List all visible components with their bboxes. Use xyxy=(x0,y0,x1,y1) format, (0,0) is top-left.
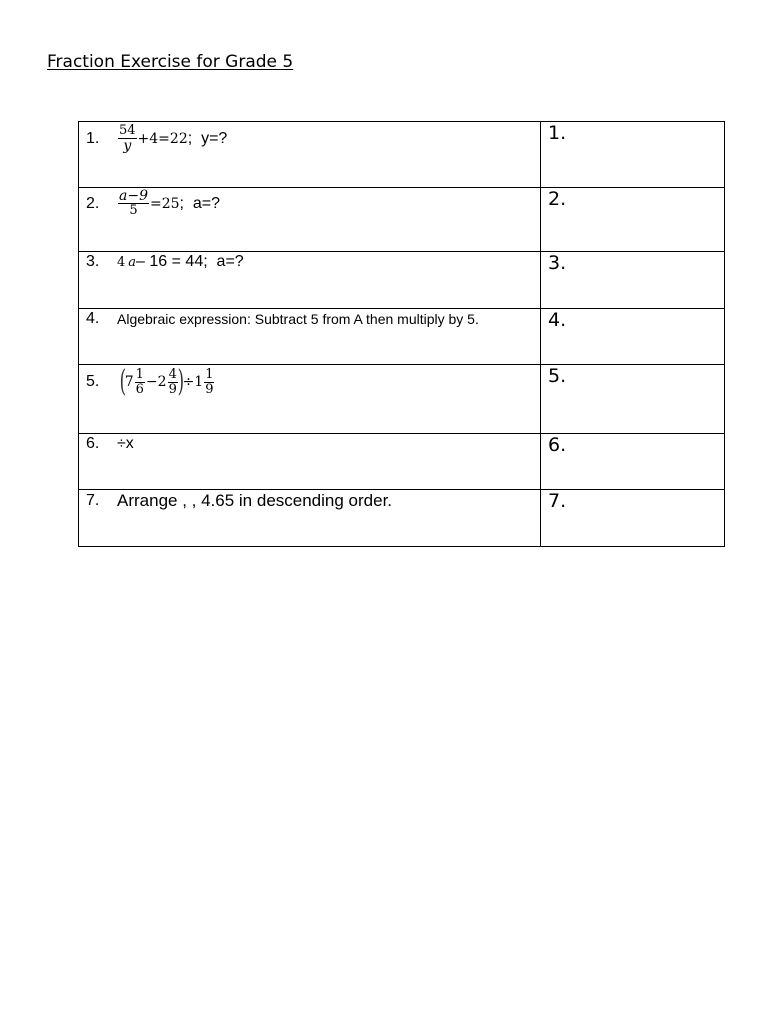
question-row-6 xyxy=(79,434,725,490)
question-number: 2. xyxy=(86,194,100,212)
fraction-numerator: 54 xyxy=(119,123,136,138)
question-text: Arrange , , 4.65 in descending order. xyxy=(117,491,393,510)
fraction-numerator: a−9 xyxy=(119,188,148,204)
right-parenthesis: ) xyxy=(177,364,184,399)
fraction-denominator: 9 xyxy=(168,381,177,397)
math-expression: =25 xyxy=(149,195,180,212)
math-operator: ÷1 xyxy=(182,374,204,390)
fraction-denominator: y xyxy=(123,138,132,154)
exercise-table xyxy=(78,121,725,547)
math-expression: +4=22 xyxy=(137,130,188,147)
question-row-3 xyxy=(79,252,725,309)
math-operator: −2 xyxy=(145,374,167,390)
question-number: 3. xyxy=(86,253,100,270)
fraction-denominator: 5 xyxy=(129,203,138,218)
fraction-numerator: 4 xyxy=(168,366,177,382)
math-coefficient: 4 xyxy=(117,254,126,270)
question-cell-5 xyxy=(79,365,541,434)
page-title: Fraction Exercise for Grade 5 xyxy=(47,52,294,72)
question-cell-1 xyxy=(79,122,541,188)
question-number: 5. xyxy=(86,373,100,390)
fraction-denominator: 6 xyxy=(135,381,144,397)
answer-cell-4[interactable] xyxy=(541,309,725,365)
whole-number: 7 xyxy=(124,374,134,390)
answer-number: 5. xyxy=(548,365,567,387)
question-cell-7 xyxy=(79,490,541,547)
question-row-4 xyxy=(79,309,725,365)
left-parenthesis: ( xyxy=(119,364,127,399)
question-text: ; y=? xyxy=(187,129,228,147)
fraction-numerator: 1 xyxy=(205,366,214,382)
question-number: 4. xyxy=(86,310,100,327)
question-cell-4 xyxy=(79,309,541,365)
question-cell-2 xyxy=(79,188,541,252)
question-row-1 xyxy=(79,122,725,188)
math-variable: a xyxy=(128,254,137,270)
answer-number: 1. xyxy=(548,122,567,144)
fraction xyxy=(135,368,145,397)
question-text: Algebraic expression: Subtract 5 from A then multiply by 5. xyxy=(117,311,479,327)
fraction-denominator: 9 xyxy=(205,381,214,397)
question-cell-6 xyxy=(79,434,541,490)
fraction-numerator: 1 xyxy=(135,366,144,382)
answer-number: 6. xyxy=(548,434,567,456)
question-text: – 16 = 44; a=? xyxy=(136,253,244,270)
fraction xyxy=(168,368,178,397)
fraction xyxy=(204,368,214,397)
question-row-5 xyxy=(79,365,725,434)
answer-number: 7. xyxy=(548,490,567,512)
answer-cell-3[interactable] xyxy=(541,252,725,309)
question-row-2 xyxy=(79,188,725,252)
answer-number: 2. xyxy=(548,188,567,210)
question-text: ; a=? xyxy=(179,194,221,212)
question-number: 6. xyxy=(86,435,100,452)
answer-cell-5[interactable] xyxy=(541,365,725,434)
question-text: ÷x xyxy=(117,435,134,452)
answer-cell-2[interactable] xyxy=(541,188,725,252)
question-number: 1. xyxy=(86,129,100,147)
answer-cell-7[interactable] xyxy=(541,490,725,547)
question-cell-3 xyxy=(79,252,541,309)
answer-cell-6[interactable] xyxy=(541,434,725,490)
answer-number: 3. xyxy=(548,252,567,274)
answer-number: 4. xyxy=(548,309,567,331)
fraction xyxy=(118,189,149,218)
question-row-7 xyxy=(79,490,725,547)
question-number: 7. xyxy=(86,492,100,509)
fraction xyxy=(118,124,137,153)
answer-cell-1[interactable] xyxy=(541,122,725,188)
